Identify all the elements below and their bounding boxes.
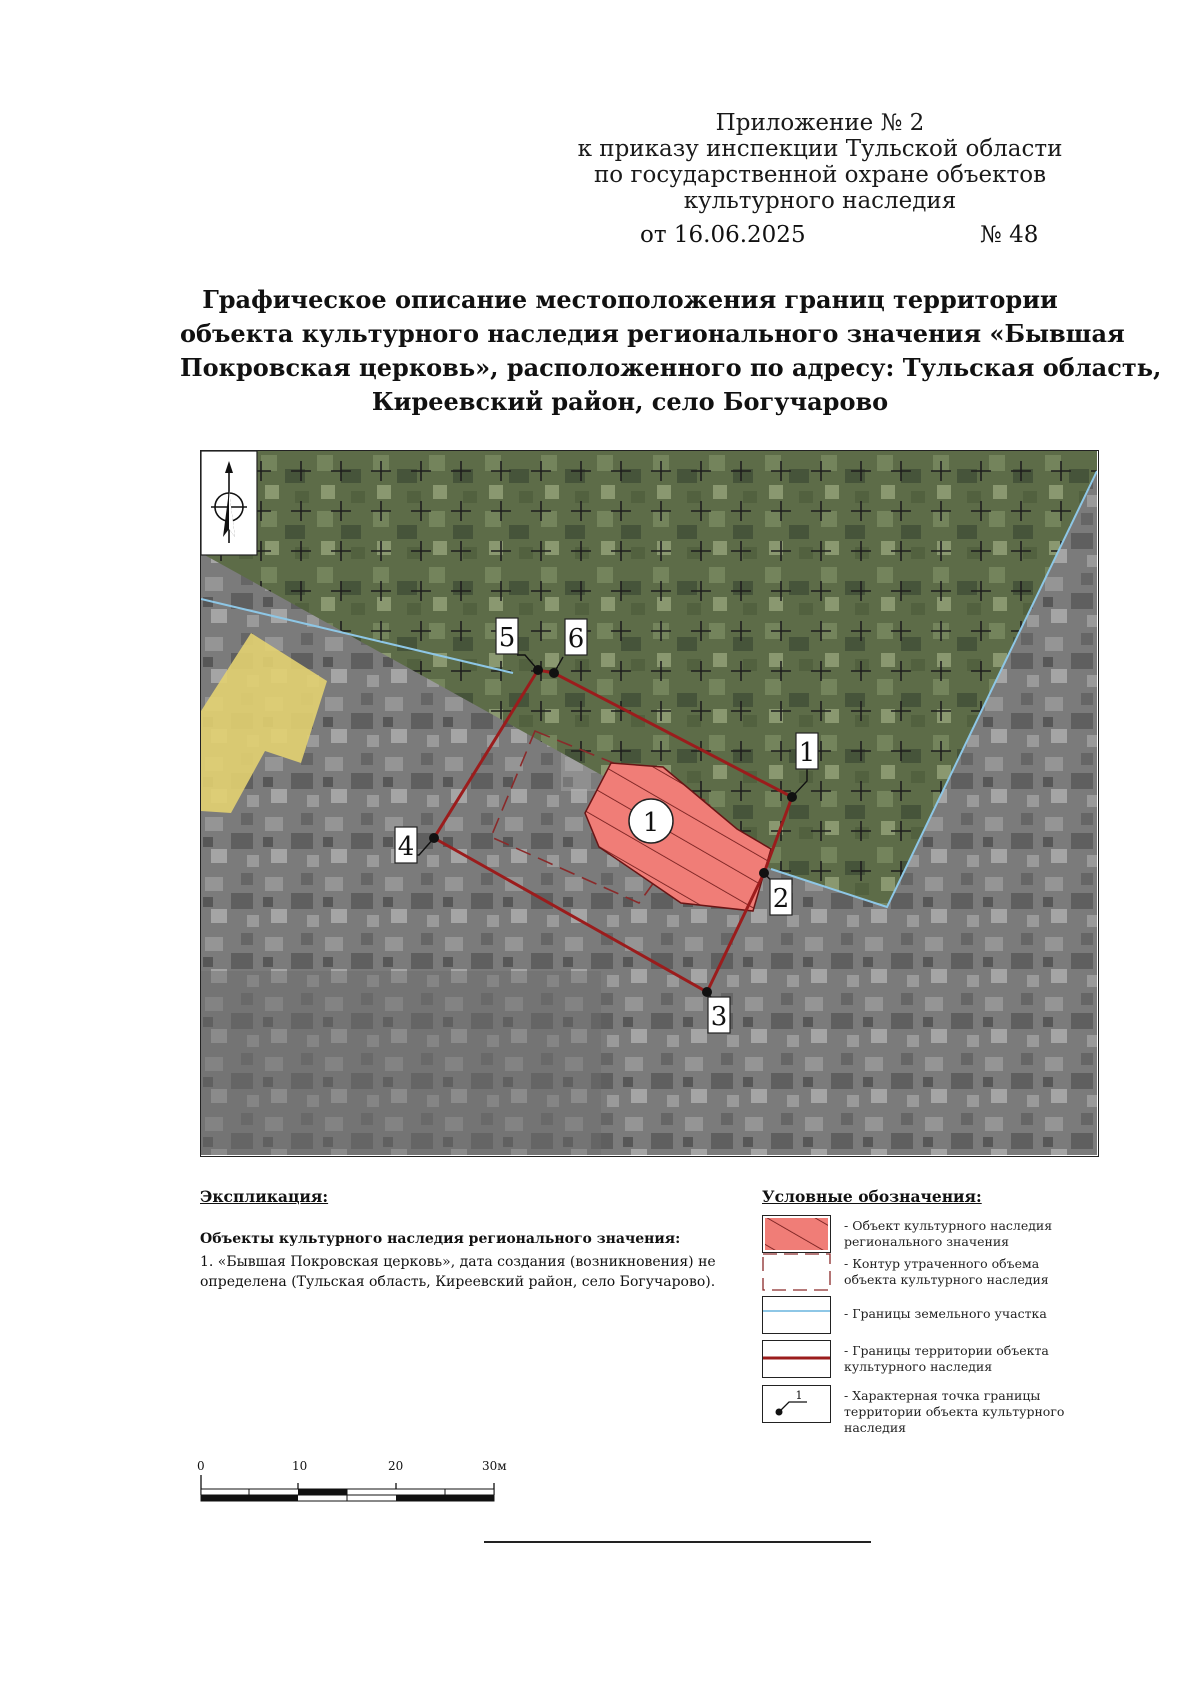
- map-frame: [200, 450, 1099, 1157]
- explication-title: Экспликация:: [200, 1187, 329, 1206]
- title-line: Графическое описание местоположения границ территории: [202, 285, 1058, 314]
- scale-label: 30м: [482, 1459, 507, 1473]
- point-label: 6: [567, 624, 585, 654]
- legend-title: Условные обозначения:: [762, 1187, 982, 1206]
- legend-point-label: 1: [795, 1389, 803, 1402]
- annex-line: к приказу инспекции Тульской области: [577, 136, 1063, 162]
- point-label: 5: [498, 623, 516, 653]
- object-number: 1: [642, 808, 660, 838]
- annex-line: Приложение № 2: [715, 110, 925, 136]
- title-line: Киреевский район, село Богучарово: [371, 387, 889, 416]
- scale-label: 0: [197, 1459, 205, 1473]
- order-number: № 48: [980, 222, 1039, 248]
- legend-label: - Границы территории объекта культурного наследия: [844, 1343, 1049, 1374]
- point-label: 4: [397, 832, 415, 862]
- legend-label: - Характерная точка границы территории объекта культурного наследия: [844, 1388, 1065, 1435]
- scale-label: 10: [292, 1459, 308, 1473]
- legend-label: - Объект культурного наследия регионального значения: [844, 1218, 1053, 1249]
- title-line: объекта культурного наследия регионального значения «Бывшая: [180, 319, 1125, 348]
- annex-header: [560, 110, 1080, 214]
- bottom-rule: [484, 1541, 871, 1543]
- order-date: от 16.06.2025: [640, 222, 806, 248]
- title-line: Покровская церковь», расположенного по адресу: Тульская область,: [180, 353, 1162, 382]
- map-canvas: [201, 451, 1097, 1155]
- legend-swatch-territory-boundary: [762, 1340, 831, 1378]
- scale-label: 20: [388, 1459, 404, 1473]
- scale-bar: [197, 1459, 530, 1505]
- explication-heading: Объекты культурного наследия регионального значения:: [200, 1231, 681, 1247]
- legend-label: - Границы земельного участка: [844, 1306, 1047, 1321]
- legend-swatch-heritage-object: [762, 1215, 831, 1253]
- legend-label: - Контур утраченного объема объекта культурного наследия: [844, 1256, 1049, 1287]
- explication-item: 1. «Бывшая Покровская церковь», дата создания (возникновения) не определена (Тульская область, Киреевский район, село Богучарово).: [200, 1254, 716, 1290]
- legend-swatch-lost-volume: [762, 1253, 831, 1291]
- annex-line: по государственной охране объектов: [593, 162, 1047, 188]
- scale-bar-graphic: [200, 1475, 530, 1515]
- legend-swatch-boundary-point: [762, 1385, 831, 1423]
- annex-line: культурного наследия: [683, 188, 957, 214]
- document-title: [180, 283, 1162, 419]
- legend-swatch-land-boundary: [762, 1296, 831, 1334]
- point-label: 1: [798, 738, 816, 768]
- north-arrow-icon: [201, 451, 257, 555]
- point-label: 3: [710, 1002, 728, 1032]
- point-label: 2: [772, 884, 790, 914]
